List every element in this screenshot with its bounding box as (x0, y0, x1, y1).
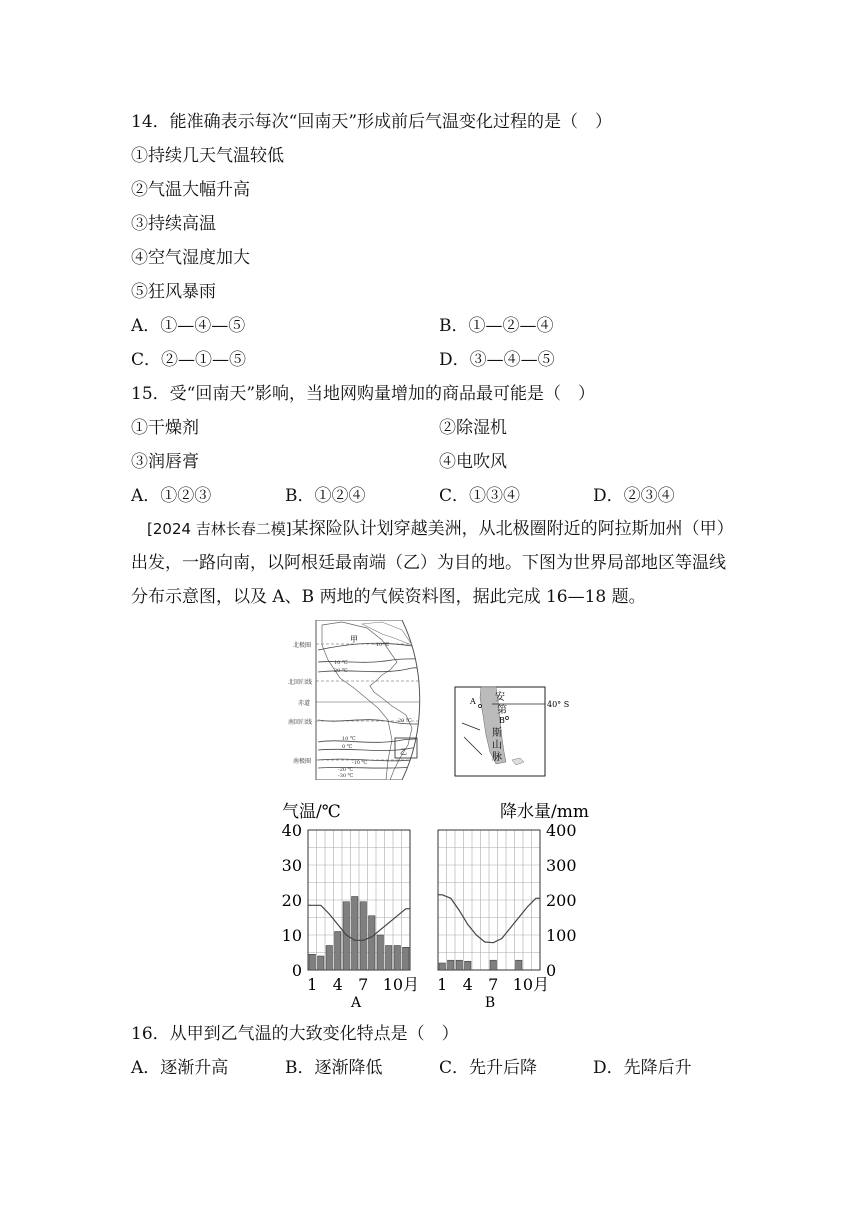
chart-a-precip-bar (377, 935, 383, 970)
lat-label-antarctic: 南极圈 (293, 758, 312, 765)
point-jia: 甲 (350, 635, 358, 644)
chart-a-y-tick: 30 (281, 856, 302, 875)
isotherm-label-2: 10 ℃ (334, 660, 348, 666)
q15-item-4: ④电吹风 (439, 452, 507, 472)
mountain-char-1: 安 (495, 692, 505, 703)
chart-b-precip-bar (456, 960, 462, 970)
chart-a-x-tick: 4 (332, 975, 343, 994)
chart-b-y-tick: 300 (546, 856, 577, 875)
chart-a-precip-bar (318, 956, 324, 970)
inset-lat-label: 40° S (547, 700, 570, 709)
q15-item-2: ②除湿机 (439, 418, 507, 438)
chart-a-title: A (350, 995, 362, 1011)
climate-chart-a (270, 795, 430, 1015)
chart-a-x-tick: 7 (358, 975, 369, 994)
chart-b-x-tick: 4 (462, 975, 473, 994)
q15-item-1: ①干燥剂 (131, 418, 199, 438)
q15-option-a: A．①②③ (131, 486, 212, 506)
chart-a-precip-bar (309, 954, 315, 970)
isotherm-label-8: -20 ℃ (338, 767, 354, 773)
isotherm-label-5: 10 ℃ (342, 736, 356, 742)
chart-b-x-tick: 7 (488, 975, 499, 994)
q14-option-a: A．①—④—⑤ (131, 316, 246, 336)
q15-option-c: C．①③④ (439, 486, 521, 506)
inset-point-b: B (499, 716, 505, 725)
chart-b-precip-bar (448, 960, 454, 970)
chart-b-precip-bar (516, 960, 522, 970)
isotherm-label-6: 0 ℃ (342, 744, 353, 750)
chart-a-x-tick: 1 (307, 975, 318, 994)
chart-a-precip-bar (335, 932, 341, 971)
chart-b-x-tick: 10月 (512, 975, 550, 994)
mountain-char-3: 斯 (492, 728, 502, 739)
q14-item-3: ③持续高温 (131, 214, 216, 234)
chart-a-y-tick: 10 (281, 926, 302, 945)
mountain-char-2: 第 (497, 705, 507, 716)
chart-a-x-tick: 10月 (382, 975, 420, 994)
chart-a-y-tick: 0 (291, 961, 302, 980)
q16-option-c: C．先升后降 (439, 1058, 538, 1078)
q14-option-c: C．②—①—⑤ (131, 350, 247, 370)
mountain-char-5: 脉 (492, 752, 502, 763)
isotherm-label-1: -10 ℃ (374, 642, 390, 648)
chart-a-precip-bar (360, 902, 366, 970)
chart-b-ylabel: 降水量/mm (500, 802, 589, 822)
isotherm-label-7: -10 ℃ (352, 760, 368, 766)
chart-a-precip-bar (369, 916, 375, 970)
inset-point-a: A (470, 697, 476, 706)
intro-text: 某探险队计划穿越美洲，从北极圈附近的阿拉斯加州（甲）出发，一路向南，以阿根廷最南端（乙）为目的地。下图为世界局部地区等温线分布示意图，以及 A、B 两地的气候资料图，据此完成 16—18 题。 (131, 519, 726, 607)
chart-a-precip-bar (352, 897, 358, 971)
chart-b-x-tick: 1 (437, 975, 448, 994)
chart-b-y-tick: 100 (546, 926, 577, 945)
chart-a-y-tick: 20 (281, 891, 302, 910)
point-yi: 乙 (400, 748, 407, 756)
q14-item-4: ④空气湿度加大 (131, 248, 250, 268)
isotherm-label-9: -30 ℃ (338, 773, 354, 779)
chart-a-precip-bar (403, 947, 409, 970)
chart-b-title: B (484, 995, 496, 1011)
chart-a-precip-bar (386, 946, 392, 971)
q14-option-d: D．③—④—⑤ (439, 350, 555, 370)
q15-option-d: D．②③④ (593, 486, 675, 506)
q16-stem: 16．从甲到乙气温的大致变化特点是（ ） (131, 1024, 459, 1044)
chart-b-precip-bar (490, 960, 496, 970)
lat-label-cancer: 北回归线 (288, 679, 313, 686)
chart-b-y-tick: 200 (546, 891, 577, 910)
isotherm-label-4: 20 ℃ (398, 718, 412, 724)
lat-label-capricorn: 南回归线 (288, 719, 313, 726)
lat-label-arctic: 北极圈 (293, 642, 312, 649)
chart-a-ylabel: 气温/℃ (282, 802, 341, 822)
q16-option-a: A．逐渐升高 (131, 1058, 229, 1078)
q14-item-1: ①持续几天气温较低 (131, 146, 284, 166)
chart-b-precip-bar (465, 961, 471, 970)
q14-item-5: ⑤狂风暴雨 (131, 282, 216, 302)
q16-option-d: D．先降后升 (593, 1058, 692, 1078)
chart-a-precip-bar (394, 946, 400, 971)
chart-b-y-tick: 400 (546, 821, 577, 840)
chart-a-y-tick: 40 (281, 821, 302, 840)
q14-item-2: ②气温大幅升高 (131, 180, 250, 200)
q14-stem: 14．能准确表示每次“回南天”形成前后气温变化过程的是（ ） (131, 112, 613, 132)
q15-item-3: ③润唇膏 (131, 452, 199, 472)
q15-stem: 15．受“回南天”影响，当地网购量增加的商品最可能是（ ） (131, 384, 596, 404)
isotherm-map (282, 620, 582, 780)
intro-source: [2024 吉林长春二模] (147, 520, 292, 538)
q14-option-b: B．①—②—④ (439, 316, 554, 336)
chart-b-y-tick: 0 (546, 961, 557, 980)
chart-a-precip-bar (326, 946, 332, 971)
mountain-char-4: 山 (492, 740, 502, 751)
q15-option-b: B．①②④ (285, 486, 366, 506)
intro-paragraph (131, 512, 731, 614)
climate-chart-b (428, 795, 598, 1015)
q16-option-b: B．逐渐降低 (285, 1058, 383, 1078)
lat-label-equator: 赤道 (298, 700, 311, 707)
isotherm-label-3: 20 ℃ (334, 668, 348, 674)
chart-b-precip-bar (439, 963, 445, 970)
